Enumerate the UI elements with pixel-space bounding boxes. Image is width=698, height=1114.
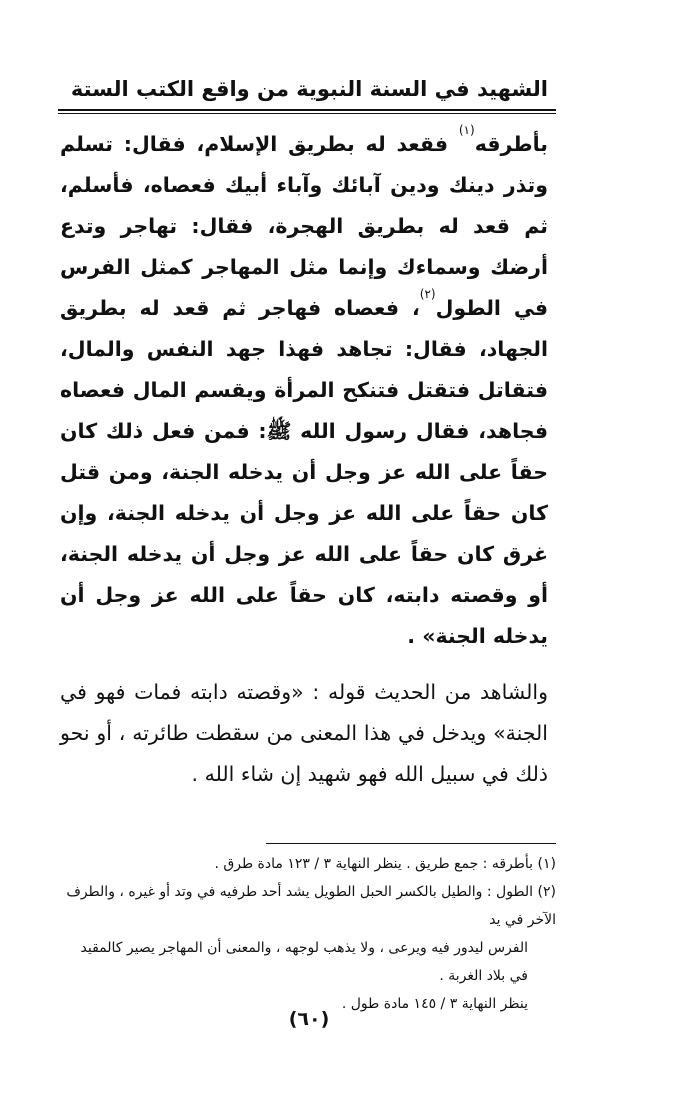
footnote-ref-2: (٢) [419, 287, 436, 301]
footnote-2-text: الطول : والطيل بالكسر الحبل الطويل يشد أحد طرفيه في وتد أو غيره ، والطرف الآخر في يد [66, 884, 556, 928]
footnote-ref-1: (١) [458, 123, 475, 137]
para1-part3: ، فعصاه فهاجر ثم قعد له بطريق الجهاد، فقال: تجاهد فهذا جهد النفس والمال، فتقاتل فتقتل فتنكح المرأة ويقسم المال فعصاه فجاهد، فقال رسول الله ﷺ: فمن فعل ذلك كان حقاً على الله عز وجل أن يدخله الجنة، ومن قتل كان حقاً على الله عز وجل أن يدخله الجنة، وإن غرق كان حقاً على الله عز وجل أن يدخله الجنة، أو وقصته دابته، كان حقاً على الله عز وجل أن يدخله الجنة» . [60, 296, 548, 648]
main-text [60, 124, 548, 795]
running-header [70, 72, 548, 106]
paragraph-2: والشاهد من الحديث قوله : «وقصته دابته فمات فهو في الجنة» ويدخل في هذا المعنى من سقطت طائرته ، أو نحو ذلك في سبيل الله فهو شهيد إن شاء الله . [60, 680, 548, 786]
header-lead: الشهيد [476, 77, 548, 101]
page-number: (٦٠) [288, 1008, 330, 1030]
header-title: في السنة النبوية من واقع الكتب الستة [70, 77, 470, 101]
footnote-2-reference: ينظر النهاية ٣ / ١٤٥ مادة طول . [341, 996, 528, 1012]
footnote-2-number: (٢) [537, 884, 556, 900]
footnote-2 [58, 878, 556, 934]
footnote-2-continuation: الفرس ليدور فيه ويرعى ، ولا يذهب لوجهه ، والمعنى أن المهاجر يصير كالمقيد في بلاد الغربة . [80, 940, 528, 984]
footnote-1-text: بأطرقه : جمع طريق . ينظر النهاية ٣ / ١٢٣ مادة طرق . [214, 856, 534, 872]
para1-part2: فقعد له بطريق الإسلام، فقال: تسلم وتذر دينك ودين آبائك وآباء أبيك فعصاه، فأسلم، ثم قعد له بطريق الهجرة، فقال: تهاجر وتدع أرضك وسماءك وإنما مثل المهاجر كمثل الفرس في الطول [60, 132, 549, 320]
footnote-rule [266, 843, 556, 844]
footnote-1-number: (١) [537, 856, 556, 872]
header-rule [58, 109, 556, 114]
para1-part1: بأطرقه [474, 132, 548, 156]
footnote-1 [58, 850, 556, 878]
footnotes [58, 850, 556, 1018]
paragraph-1 [60, 124, 548, 657]
